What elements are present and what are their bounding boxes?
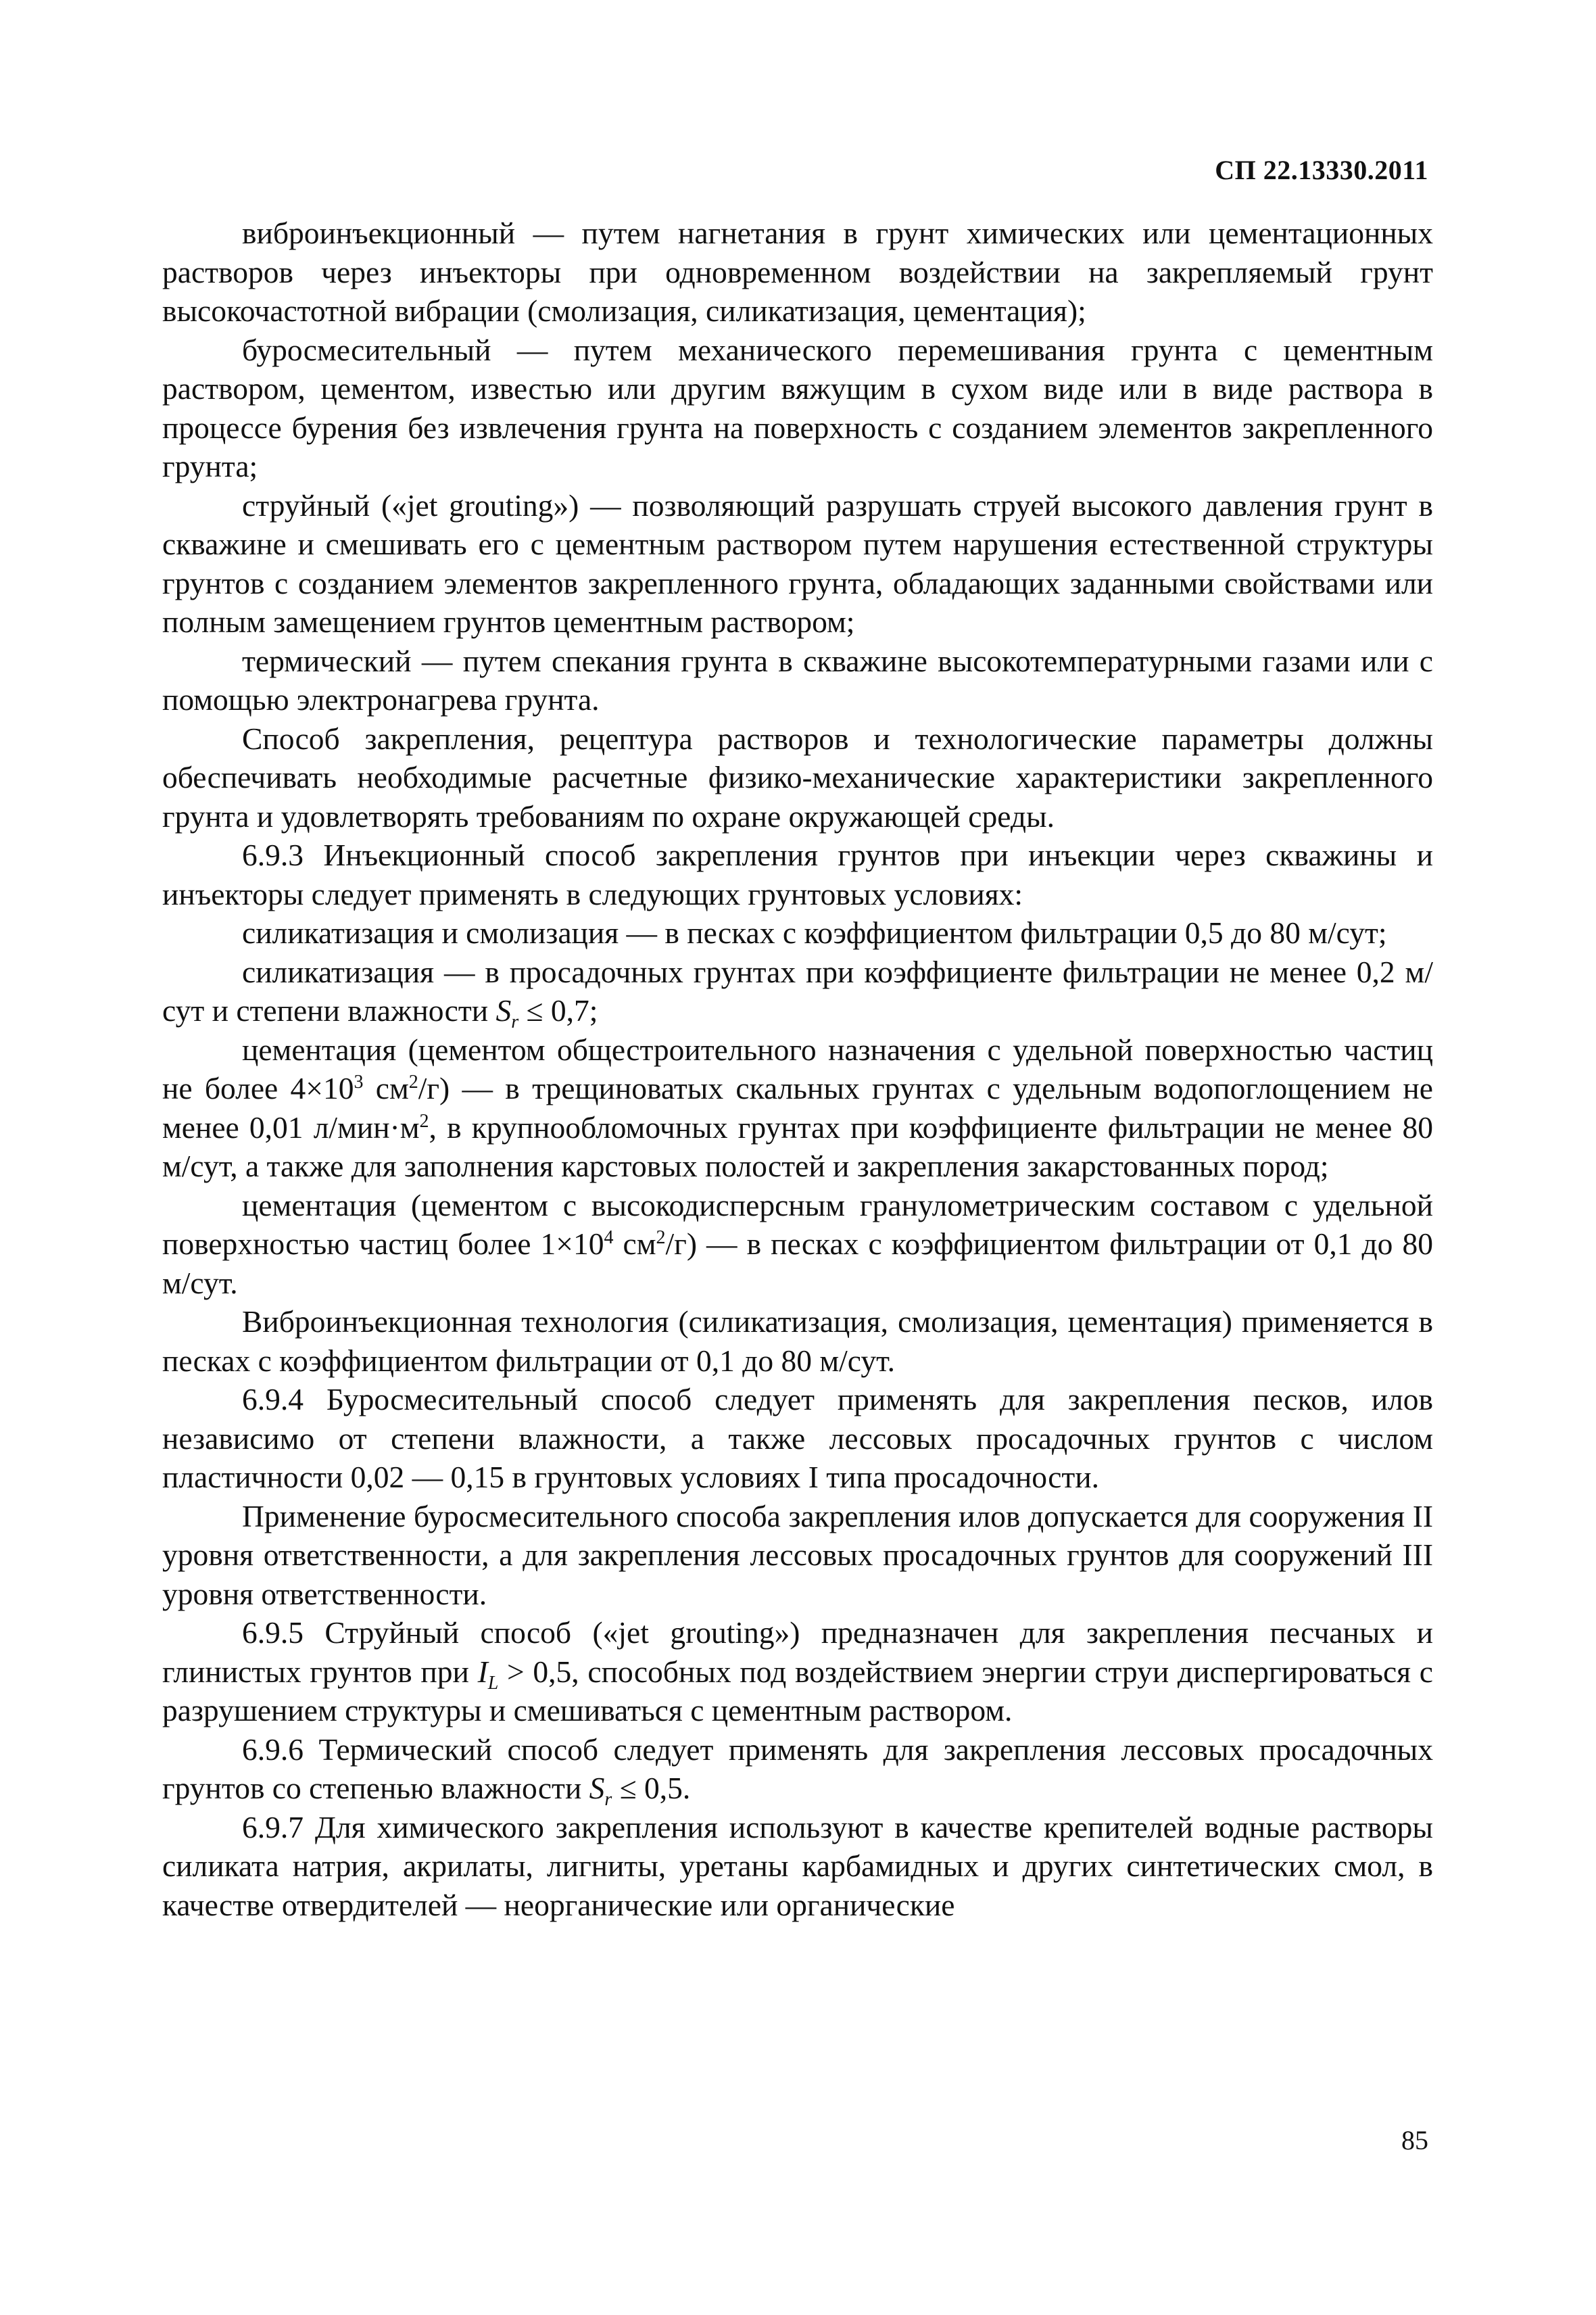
text-run: 6.9.6 Термический способ следует применять для закрепления лессовых просадочных грунтов со степенью влажности: [162, 1732, 1433, 1805]
paragraph: Применение буросмесительного способа закрепления илов допускается для сооружения II уровня ответственности, а для закрепления лессовых просадочных грунтов для сооружений III уровня ответственности.: [162, 1498, 1433, 1611]
paragraph-cementation-2: [162, 1186, 1433, 1303]
paragraph: виброинъекционный — путем нагнетания в грунт химических или цементационных растворов через инъекторы при одновременном воздействии на закрепляемый грунт высокочастотной вибрации (смолизация, силикатизация, цементация);: [162, 216, 1433, 328]
text-run: цементация (цементом общестроительного назначения с удельной поверхностью частиц не более 4×10: [162, 1032, 1433, 1105]
paragraph: Способ закрепления, рецептура растворов и технологические параметры должны обеспечивать необходимые расчетные физико-механические характеристики закрепленного грунта и удовлетворять требованиям по охране окружающей среды.: [162, 721, 1433, 834]
text-run: > 0,5, способных под воздействием энергии струи диспергироваться с разрушением структуры и смешиваться с цементным раствором.: [162, 1654, 1433, 1727]
superscript: 3: [354, 1071, 364, 1093]
paragraph: струйный («jet grouting») — позволяющий разрушать струей высокого давления грунт в скважине и смешивать его с цементным раствором путем нарушения естественной структуры грунтов с созданием элементов закрепленного грунта, обладающих заданными свойствами или полным замещением грунтов цементным раствором;: [162, 487, 1433, 639]
text-run: , в крупнообломочных грунтах при коэффициенте фильтрации не менее 80 м/сут, а также для заполнения карстовых полостей и закрепления закарстованных пород;: [162, 1109, 1434, 1183]
text-run: ≤ 0,5.: [612, 1771, 691, 1805]
paragraph: Виброинъекционная технология (силикатизация, смолизация, цементация) применяется в песках с коэффициентом фильтрации от 0,1 до 80 м/сут.: [162, 1304, 1433, 1378]
paragraph-6-9-6: [162, 1730, 1433, 1811]
paragraph-6-9-7: 6.9.7 Для химического закрепления используют в качестве крепителей водные растворы силиката натрия, акрилаты, лигниты, уретаны карбамидных и других синтетических смол, в качестве отвердителей — неорганические или органические: [162, 1809, 1433, 1922]
text-run: 6.9.5 Струйный способ («jet grouting») предназначен для закрепления песчаных и глинистых грунтов при: [162, 1615, 1433, 1689]
text-run: ≤ 0,7;: [518, 993, 598, 1028]
variable-symbol: I: [477, 1654, 488, 1689]
text-run: силикатизация — в просадочных грунтах при коэффициенте фильтрации не менее 0,2 м/сут и степени влажности: [162, 954, 1433, 1028]
text-run: см: [613, 1226, 656, 1261]
paragraph: буросмесительный — путем механического перемешивания грунта с цементным раствором, цементом, известью или другим вяжущим в сухом виде или в виде раствора в процессе бурения без извлечения грунта на поверхность с созданием элементов закрепленного грунта;: [162, 332, 1433, 483]
subscript: r: [511, 1011, 519, 1033]
paragraph-silicatization: [162, 953, 1433, 1033]
superscript: 2: [656, 1226, 666, 1248]
subscript: L: [487, 1672, 499, 1694]
paragraph: 6.9.4 Буросмесительный способ следует применять для закрепления песков, илов независимо от степени влажности, а также лессовых просадочных грунтов с числом пластичности 0,02 — 0,15 в грунтовых условиях I типа просадочности.: [162, 1382, 1433, 1494]
document-code-header: СП 22.13330.2011: [1215, 155, 1428, 185]
superscript: 2: [419, 1110, 429, 1132]
document-body: [162, 214, 1433, 1924]
paragraph: силикатизация и смолизация — в песках с коэффициентом фильтрации 0,5 до 80 м/сут;: [242, 915, 1387, 950]
page-number: 85: [1401, 2125, 1428, 2155]
subscript: r: [604, 1789, 612, 1811]
variable-symbol: S: [589, 1771, 605, 1805]
variable-symbol: S: [495, 993, 512, 1028]
superscript: 4: [604, 1226, 614, 1248]
paragraph: 6.9.3 Инъекционный способ закрепления грунтов при инъекции через скважины и инъекторы следует применять в следующих грунтовых условиях:: [162, 838, 1433, 911]
text-run: /г) — в трещиноватых скальных грунтах с удельным водопоглощением не менее 0,01 л/мин·м: [162, 1071, 1433, 1145]
text-run: цементация (цементом с высокодисперсным гранулометрическим составом с удельной поверхностью частиц более 1×10: [162, 1187, 1433, 1261]
paragraph-cementation-1: [162, 1030, 1433, 1186]
superscript: 2: [408, 1071, 418, 1093]
paragraph-6-9-5: [162, 1613, 1433, 1730]
paragraph: термический — путем спекания грунта в скважине высокотемпературными газами или с помощью электронагрева грунта.: [162, 643, 1433, 717]
text-run: /г) — в песках с коэффициентом фильтрации от 0,1 до 80 м/сут.: [162, 1226, 1433, 1300]
text-run: см: [363, 1071, 409, 1105]
